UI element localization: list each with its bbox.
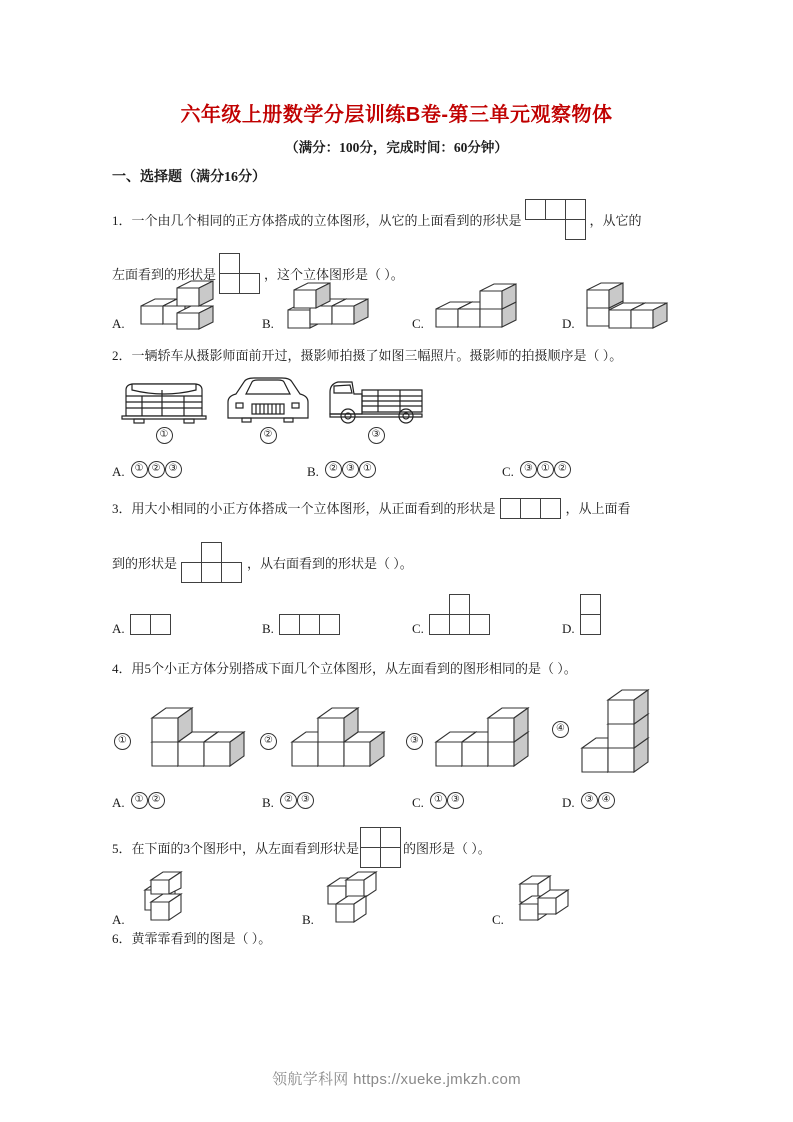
option-c-label: C. (412, 316, 424, 331)
option-d[interactable] (562, 595, 687, 635)
question-5 (112, 828, 491, 868)
option-d[interactable] (562, 790, 687, 809)
option-b-value: ② ③ (280, 790, 314, 809)
cubes-a-figure (131, 280, 237, 330)
question-1-options (112, 280, 687, 330)
option-c-label: C. (502, 464, 514, 479)
footer-url: https://xueke.jmkzh.com (353, 1071, 521, 1088)
question-1-text-b: ，从它的 (589, 212, 642, 228)
option-a-label: A. (112, 316, 125, 331)
option-b[interactable] (262, 790, 412, 809)
question-3-options (112, 595, 687, 635)
question-5-text-b: 的图形是（ ）。 (403, 840, 491, 856)
question-1-text-c: 左面看到的形状是 (112, 266, 217, 282)
q1-top-view-figure (526, 200, 586, 240)
question-1-line-1 (112, 200, 642, 240)
q3-front-view-figure (501, 499, 561, 519)
option-a[interactable] (112, 280, 262, 330)
question-2 (112, 345, 622, 366)
solid-4-figure (576, 690, 686, 776)
option-b-label: B. (262, 316, 274, 331)
option-b-label: B. (307, 464, 319, 479)
option-c[interactable] (502, 459, 687, 478)
question-6 (112, 928, 271, 949)
q5-view-figure (361, 828, 401, 868)
question-4-options (112, 790, 687, 809)
option-a-label: A. (112, 464, 125, 479)
question-1-text-a: 1．一个由几个相同的正方体搭成的立体图形，从它的上面看到的形状是 (112, 212, 522, 228)
question-3-text-d: ，从右面看到的形状是（ ）。 (247, 555, 413, 571)
solid-2-figure (282, 692, 400, 772)
option-c[interactable] (412, 280, 562, 330)
solid-2-caption: ② (260, 732, 277, 750)
solid-3-caption: ③ (406, 732, 423, 750)
option-b[interactable] (262, 280, 412, 330)
option-c[interactable] (412, 595, 562, 635)
option-a-label: A. (112, 795, 125, 810)
question-3-text-a: 3．用大小相同的小正方体搭成一个立体图形，从正面看到的形状是 (112, 501, 496, 516)
option-b-value: ② ③ ① (325, 459, 376, 478)
cubes-c-figure (430, 280, 538, 330)
question-3-text-c: 到的形状是 (112, 555, 178, 571)
option-b[interactable] (307, 459, 502, 478)
solid-b-figure (320, 870, 390, 926)
question-5-text-a: 5．在下面的3个图形中，从左面看到形状是 (112, 840, 360, 856)
question-4-figures (112, 690, 692, 780)
question-3-line-1 (112, 498, 631, 519)
question-3-line-2 (112, 543, 631, 583)
vehicle-3-caption: ③ (326, 426, 426, 444)
solid-4-caption: ④ (552, 720, 569, 738)
option-c-label: C. (492, 912, 504, 927)
option-b[interactable] (262, 615, 412, 635)
option-a[interactable] (112, 615, 262, 635)
option-a[interactable] (112, 790, 262, 809)
question-2-text: 2．一辆轿车从摄影师面前开过，摄影师拍摄了如图三幅照片。摄影师的拍摄顺序是（ ）。 (112, 348, 623, 363)
option-d-label: D. (562, 795, 575, 810)
solid-3-figure (428, 692, 546, 772)
vehicle-3 (326, 372, 426, 444)
option-b[interactable] (302, 870, 492, 926)
option-d-label: D. (562, 621, 575, 636)
option-a-label: A. (112, 621, 125, 636)
cubes-b-figure (280, 280, 390, 330)
vehicle-1 (118, 372, 210, 444)
question-3-text-b: ，从上面看 (565, 501, 631, 516)
solid-1-caption: ① (114, 732, 131, 750)
question-2-options (112, 459, 687, 478)
t-shape-figure (430, 595, 490, 635)
two-horizontal-figure (131, 615, 171, 635)
solid-1-figure (136, 692, 254, 772)
page-subtitle: （满分：100分，完成时间：60分钟） (285, 140, 508, 155)
vehicle-2 (222, 372, 314, 444)
option-a-value: ① ② (131, 790, 165, 809)
question-3 (112, 498, 631, 583)
question-4 (112, 658, 577, 679)
question-5-options (112, 870, 687, 926)
option-a[interactable] (112, 459, 307, 478)
q3-top-view-figure (182, 543, 242, 583)
question-6-text: 6．黄霏霏看到的图是（ ）。 (112, 931, 272, 946)
option-b-label: B. (302, 912, 314, 927)
page-title: 六年级上册数学分层训练B卷-第三单元观察物体 (180, 104, 613, 126)
vehicle-1-caption: ① (118, 426, 210, 444)
footer-site: 领航学科网 (272, 1071, 349, 1088)
question-5-line-1 (112, 828, 491, 868)
option-d[interactable] (562, 280, 687, 330)
option-d-value: ③ ④ (581, 790, 615, 809)
question-4-text: 4．用5个小正方体分别搭成下面几个立体图形，从左面看到的图形相同的是（ ）。 (112, 661, 577, 676)
solid-c-figure (510, 870, 584, 926)
option-c-label: C. (412, 795, 424, 810)
option-c[interactable] (492, 870, 677, 926)
footer (0, 1068, 793, 1089)
option-b-label: B. (262, 621, 274, 636)
three-horizontal-figure (280, 615, 340, 635)
option-c-label: C. (412, 621, 424, 636)
question-1-text-d: ，这个立体图形是（ ）。 (264, 266, 404, 282)
vehicle-2-caption: ② (222, 426, 314, 444)
option-c-value: ③ ① ② (520, 459, 571, 478)
solid-a-figure (131, 870, 197, 926)
option-c-value: ① ③ (430, 790, 464, 809)
option-b-label: B. (262, 795, 274, 810)
cubes-d-figure (581, 280, 685, 330)
option-a-label: A. (112, 912, 125, 927)
option-d-label: D. (562, 316, 575, 331)
option-a-value: ① ② ③ (131, 459, 182, 478)
option-c[interactable] (412, 790, 562, 809)
option-a[interactable] (112, 870, 302, 926)
section-heading: 一、选择题（满分16分） (112, 170, 266, 185)
two-vertical-figure (581, 595, 601, 635)
